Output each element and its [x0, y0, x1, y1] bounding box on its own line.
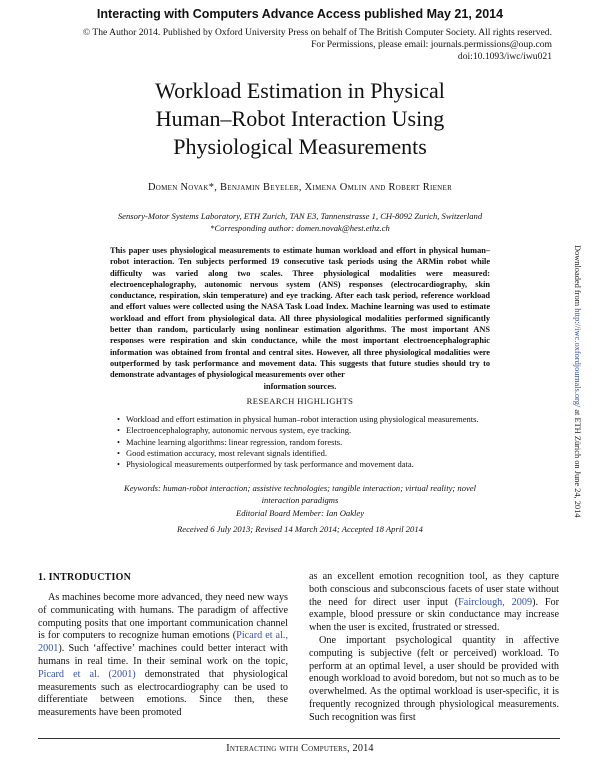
text-run: demonstrated that physiological measurements such as electrocardiography can be used to differentiate between emotions. Since then, these measurements have been promoted: [38, 668, 288, 719]
highlights-list: [117, 414, 497, 470]
title-line-2: Human–Robot Interaction Using: [155, 106, 445, 131]
keywords: [110, 482, 490, 506]
text-run: ). For example, blood pressure or skin conductance may increase when the user is excited, frustrated or stressed.: [309, 596, 560, 634]
copyright-line: © The Author 2014. Published by Oxford University Press on behalf of The British Computer Society. All rights reserved.: [82, 27, 552, 38]
keywords-line-2: interaction paradigms: [261, 495, 339, 505]
paper-title: [0, 77, 600, 161]
text-run: ). Such ‘affective’ machines could better interact with humans in real time. In their seminal work on the topic,: [38, 643, 288, 667]
affiliation: [0, 210, 600, 234]
author-list: Domen Novak*, Benjamin Beyeler, Ximena Omlin and Robert Riener: [147, 182, 453, 193]
download-prefix: Downloaded from: [573, 245, 582, 309]
corresponding-author: *Corresponding author: domen.novak@hest.ethz.ch: [210, 223, 390, 233]
right-column: [309, 571, 559, 725]
highlight-item: • Good estimation accuracy, most relevant signals identified.: [117, 448, 497, 459]
keywords-line-1: Keywords: human-robot interaction; assistive technologies; tangible interaction; virtual reality; novel: [123, 483, 477, 493]
doi-line: doi:10.1093/iwc/iwu021: [457, 51, 552, 62]
workload-paragraph: One important psychological quantity in affective computing is subjective (felt or perceived) workload. To perform at an optimal level, a user should be provided with enough workload to avoid boredom, but not so much as to be overwhelmed. As the optimal workload is user-specific, it is frequently recognized through physiological measurements. Such recognition was first: [309, 634, 559, 723]
abstract-last-line: information sources.: [263, 381, 337, 391]
editorial-board-member: Editorial Board Member: Ian Oakley: [235, 508, 365, 518]
download-note: [573, 245, 582, 517]
continued-paragraph: [309, 571, 559, 635]
received-dates: Received 6 July 2013; Revised 14 March 2014; Accepted 18 April 2014: [177, 524, 423, 534]
download-suffix: at ETH Zürich on June 24, 2014: [573, 407, 582, 518]
citation-link[interactable]: Fairclough, 2009: [458, 596, 533, 608]
title-line-1: Workload Estimation in Physical: [155, 78, 445, 103]
abstract-body: This paper uses physiological measurements to estimate human workload and effort in physical human–robot interaction. Ten subjects performed 19 consecutive task periods using the ARMin robot while difficulty was varied along two scales. Three physiological modalities were measured: electroencephalography, autonomic nervous system (ANS) responses (electrocardiography, skin conductance, respiration, skin temperature) and eye tracking. After each task period, reference workload and effort values were collected using the NASA Task Load Index. Machine learning was used to estimate workload and effort from physiological data. All three physiological modalities performed significantly better than random, particularly using nonlinear estimation algorithms. The most important ANS responses were respiration and skin conductance, while the most important electroencephalographic information was obtained from frontal and central sites. However, all three physiological modalities were outperformed by task performance and movement data. This suggests that future studies should try to demonstrate advantages of physiological measurements over other: [110, 246, 490, 380]
permissions-line: For Permissions, please email: journals.permissions@oup.com: [311, 39, 552, 50]
abstract: [110, 245, 490, 392]
highlight-item: • Workload and effort estimation in physical human–robot interaction using physiological measurements.: [117, 414, 497, 425]
highlight-item: • Electroencephalography, autonomic nervous system, eye tracking.: [117, 425, 497, 436]
highlights-title: RESEARCH HIGHLIGHTS: [246, 396, 354, 406]
download-watermark: [575, 245, 589, 517]
affiliation-line: Sensory-Motor Systems Laboratory, ETH Zurich, TAN E3, Tannenstrasse 1, CH-8092 Zurich, Switzerland: [117, 211, 483, 221]
highlight-item: • Physiological measurements outperformed by task performance and movement data.: [117, 459, 497, 470]
text-run: As machines become more advanced, they need new ways of communicating with humans. The paradigm of affective computing posits that one important communication channel is for computers to recognize human emotions (: [38, 592, 288, 642]
running-footer: Interacting with Computers, 2014: [226, 743, 374, 754]
journal-site-link[interactable]: http://iwc.oxfordjournals.org/: [573, 308, 582, 408]
text-run: as an excellent emotion recognition tool, as they capture both conscious and subconscious facets of user state without the need for direct user input (: [309, 571, 559, 608]
section-heading-introduction: 1. INTRODUCTION: [38, 572, 132, 583]
highlight-item: • Machine learning algorithms: linear regression, random forests.: [117, 437, 497, 448]
title-line-3: Physiological Measurements: [173, 134, 427, 159]
citation-link[interactable]: Picard et al., 2001: [38, 630, 288, 655]
citation-link[interactable]: Picard et al. (2001): [38, 668, 136, 680]
intro-paragraph: [38, 592, 288, 720]
footer-divider: [38, 738, 560, 739]
left-column: [38, 592, 288, 720]
journal-banner: Interacting with Computers Advance Access published May 21, 2014: [96, 7, 504, 21]
